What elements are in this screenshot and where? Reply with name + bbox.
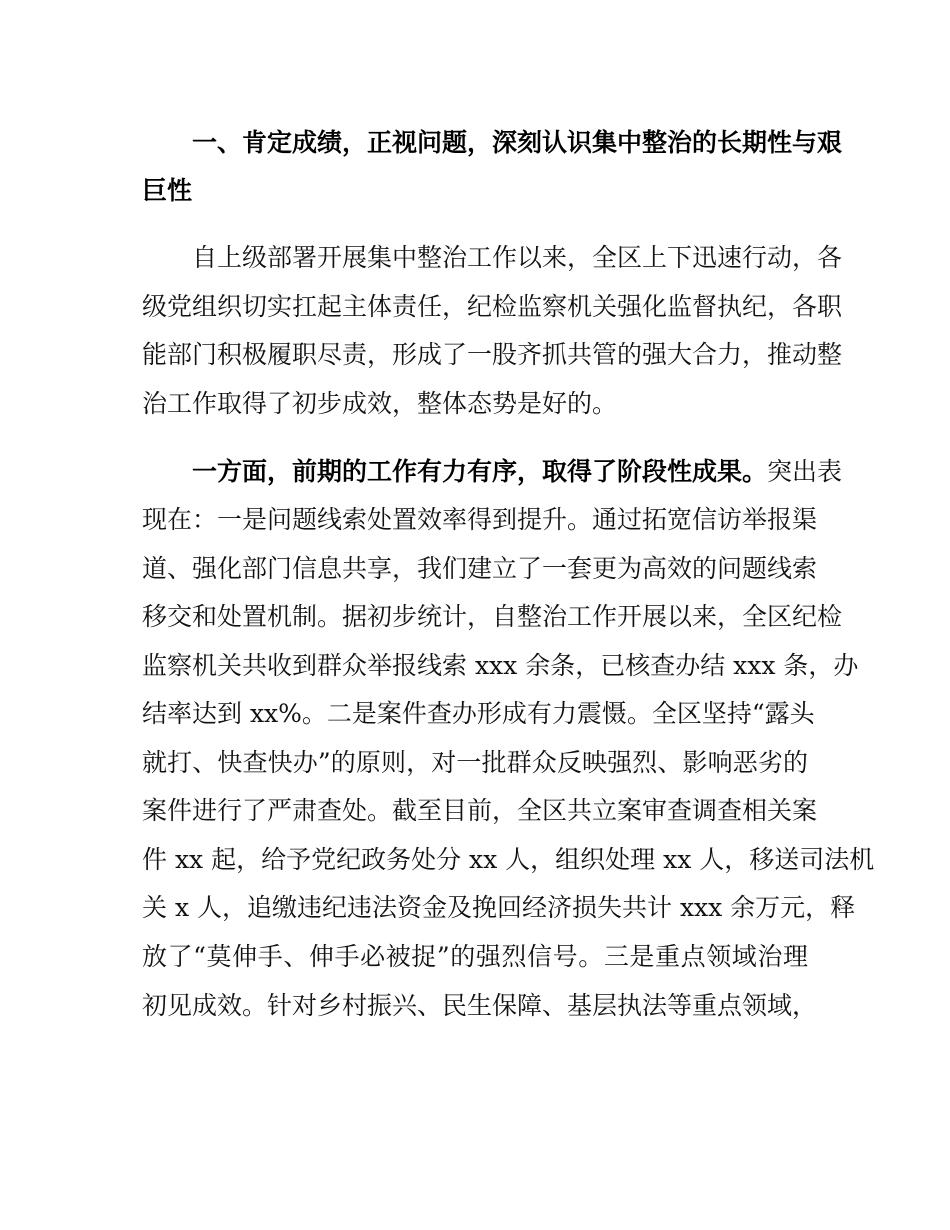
paragraph-2-lead-rest: 突出表 [767, 457, 843, 486]
paragraph-2-line-7: 就打、快查快办”的原则，对一批群众反映强烈、影响恶劣的 [142, 748, 808, 777]
paragraph-1-line-2: 级党组织切实扛起主体责任，纪检监察机关强化监督执纪，各职 [142, 292, 843, 321]
paragraph-2-line-4: 移交和处置机制。据初步统计，自整治工作开展以来，全区纪检 [142, 602, 843, 631]
paragraph-2-line-10: 关 x 人，追缴违纪违法资金及挽回经济损失共计 xxx 余万元，释 [142, 893, 856, 922]
paragraph-1-line-1: 自上级部署开展集中整治工作以来，全区上下迅速行动，各 [192, 243, 843, 272]
paragraph-2-line-8: 案件进行了严肃查处。截至目前，全区共立案审查调查相关案 [142, 796, 818, 825]
paragraph-2-line-11: 放了“莫伸手、伸手必被捉”的强烈信号。三是重点领域治理 [142, 942, 808, 971]
paragraph-2-line-3: 道、强化部门信息共享，我们建立了一套更为高效的问题线索 [142, 554, 818, 583]
paragraph-2-line-1 [192, 455, 843, 489]
paragraph-2-line-12: 初见成效。针对乡村振兴、民生保障、基层执法等重点领域， [142, 991, 818, 1020]
section-heading-line-1: 一、肯定成绩，正视问题，深刻认识集中整治的长期性与艰 [192, 128, 843, 157]
paragraph-1-line-4: 治工作取得了初步成效，整体态势是好的。 [142, 389, 618, 418]
paragraph-2-line-9: 件 xx 起，给予党纪政务处分 xx 人，组织处理 xx 人，移送司法机 [142, 845, 875, 874]
section-heading-line-2: 巨性 [142, 176, 193, 205]
paragraph-2-lead-bold: 一方面，前期的工作有力有序，取得了阶段性成果。 [192, 457, 768, 486]
paragraph-1-line-3: 能部门积极履职尽责，形成了一股齐抓共管的强大合力，推动整 [142, 340, 843, 369]
paragraph-2-line-6: 结率达到 xx%。二是案件查办形成有力震慑。全区坚持“露头 [142, 699, 815, 728]
paragraph-2-line-2: 现在：一是问题线索处置效率得到提升。通过拓宽信访举报渠 [142, 505, 818, 534]
paragraph-2-line-5: 监察机关共收到群众举报线索 xxx 余条，已核查办结 xxx 条，办 [142, 651, 859, 680]
